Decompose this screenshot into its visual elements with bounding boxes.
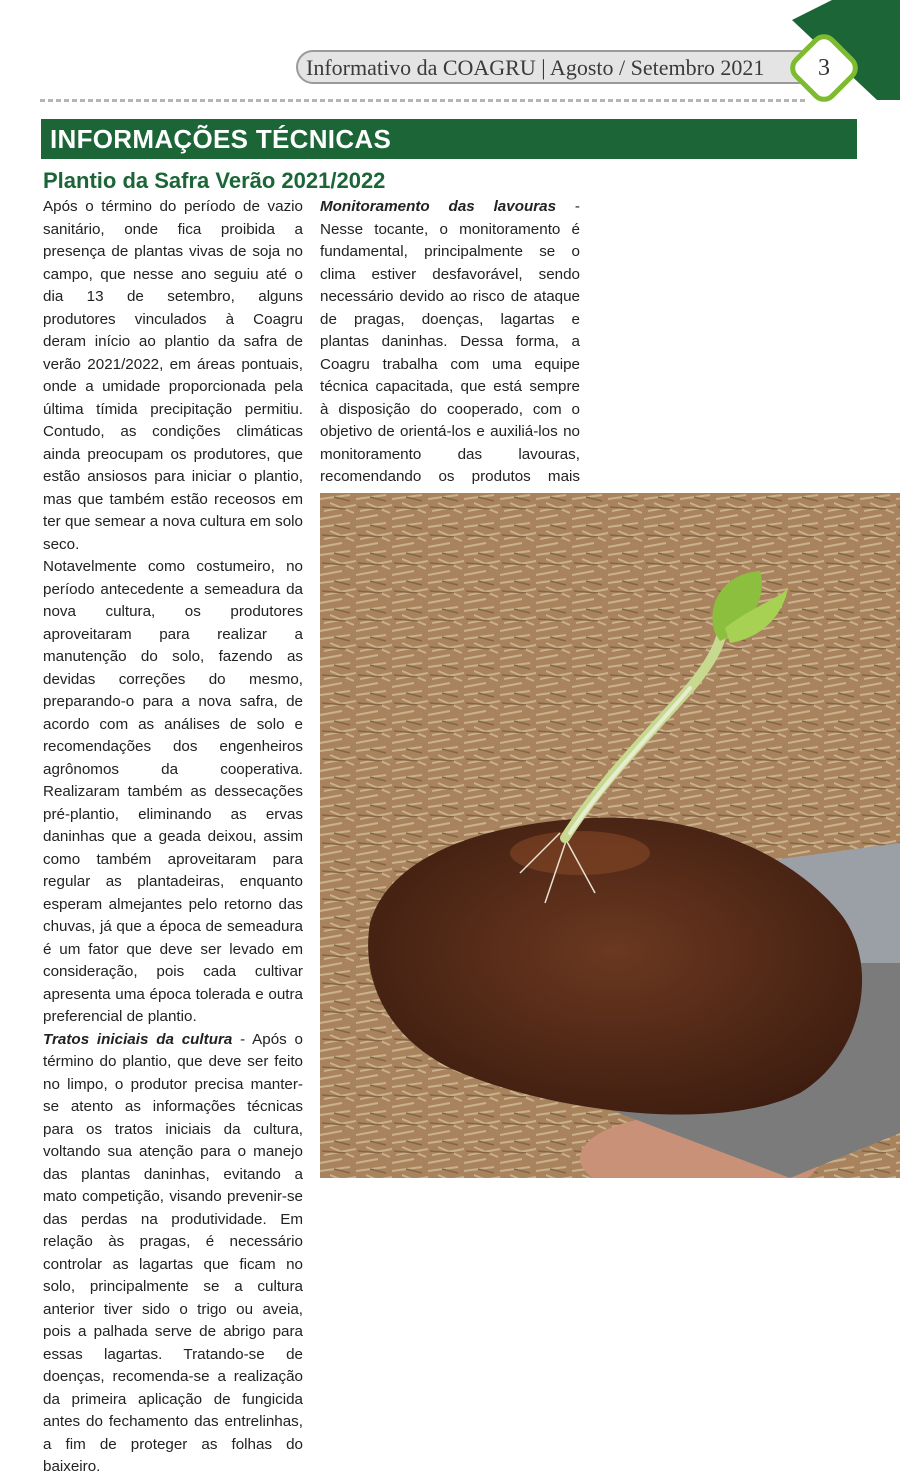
monitoring-text: - Nesse tocante, o monitoramento é fundamental, principalmente se o clima estiver desfavorável, sendo necessário devido ao risco de ataque de pragas, doenças, lagartas e plantas daninhas. Dessa forma, a Coagru trabalha com uma equipe técnica capacitada, que está sempre à disposição do cooperado, com o objetivo de orientá-los e auxiliá-los no monitoramento das lavouras, recomendando os produtos mais <box>320 198 580 485</box>
paragraph-intro: Após o término do período de vazio sanitário, onde fica proibida a presença de plantas vivas de soja no campo, que nesse ano seguiu até o dia 13 de setembro, alguns produtores vinculados à Coagru deram início ao plantio da safra de verão 2021/2022, em áreas pontuais, onde a umidade proporcionada pela última tímida precipitação permitiu. Contudo, as condições climáticas ainda preocupam os produtores, que estão ansiosos para iniciar o plantio, mas que também estão receosos em ter que semear a nova cultura em solo seco. <box>43 198 303 553</box>
subheading-initial-treatments: Tratos iniciais da cultura <box>43 1030 233 1048</box>
text-column-1 <box>43 196 303 1479</box>
initial-treatments-text: - Após o término do plantio, que deve ser feito no limpo, o produtor precisa manter-se atento as informações técnicas para os tratos iniciais da cultura, voltando sua atenção para o manejo das plantas daninhas, evitando a mato competição, visando prevenir-se das perdas na produtividade. Em relação às pragas, é necessário controlar as lagartas que ficam no solo, principalmente se a cultura anterior tiver sido o trigo ou aveia, pois a palhada serve de abrigo para essas lagartas. Tratando-se de doenças, recomenda-se a realização da primeira aplicação de fungicida antes do fechamento das entrelinhas, a fim de proteger as folhas do baixeiro. <box>43 1030 303 1475</box>
seedling-photo <box>320 493 900 1178</box>
header-divider <box>40 99 808 102</box>
subheading-monitoring: Monitoramento das lavouras <box>320 198 557 215</box>
paragraph-soil-maintenance: Notavelmente como costumeiro, no período antecedente a semeadura da nova cultura, os produtores aproveitaram para realizar a manutenção do solo, fazendo as devidas correções do mesmo, preparando-o para a nova safra, de acordo com as análises de solo e recomendações dos engenheiros agrônomos da cooperativa. Realizaram também as dessecações pré-plantio, eliminando as ervas daninhas que a geada deixou, assim como também aproveitaram para regular as plantadeiras, enquanto esperam almejantes pelo retorno das chuvas, já que a época de semeadura é um fator que deve ser levado em consideração, pois cada cultivar apresenta uma época tolerada e outra preferencial de plantio. <box>43 558 303 1025</box>
article-title: Plantio da Safra Verão 2021/2022 <box>43 168 386 193</box>
publication-title: Informativo da COAGRU | Agosto / Setembro 2021 <box>306 55 765 80</box>
paragraph-initial-treatments <box>43 1029 303 1479</box>
section-title: INFORMAÇÕES TÉCNICAS <box>50 124 392 154</box>
page-number: 3 <box>818 55 830 81</box>
